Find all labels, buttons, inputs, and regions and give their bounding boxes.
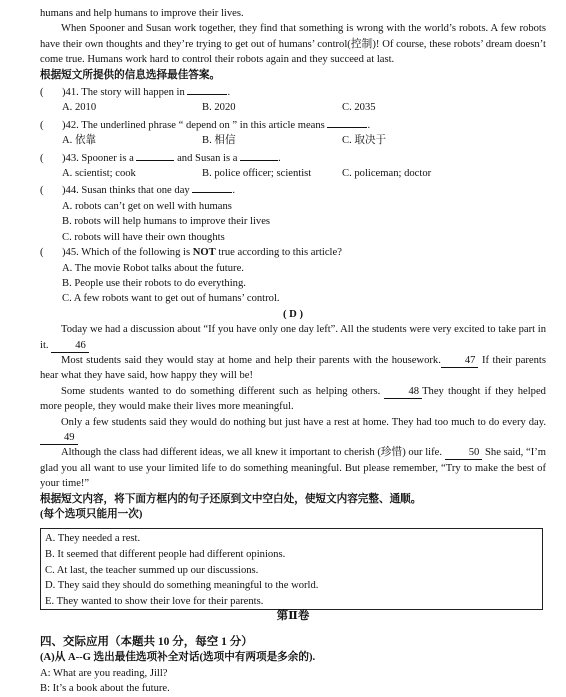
option-b: B. People use their robots to do everything. [62, 277, 246, 289]
answer-paren[interactable]: ( [40, 87, 44, 99]
answer-paren[interactable]: ( [40, 185, 44, 197]
question-text-end: true according to this article? [215, 247, 342, 259]
passage-d-label: ( D ) [282, 308, 303, 320]
answer-blank[interactable] [136, 149, 174, 161]
punct: . [227, 87, 231, 99]
question-text: )41. The story will happen in [62, 87, 185, 99]
section-heading: 四、交际应用（本题共 10 分，每空 1 分） [40, 635, 253, 648]
question-text: )45. Which of the following is [62, 247, 193, 259]
option-b: B. 2020 [202, 102, 236, 114]
option-c: C. A few robots want to get out of humans’ control. [62, 293, 280, 305]
answer-blank[interactable] [327, 116, 367, 128]
question-42 [40, 116, 546, 133]
options-43 [62, 166, 546, 181]
option-a: A. robots can’t get on well with humans [62, 200, 232, 212]
option-b: B. police officer; scientist [202, 168, 312, 180]
punct: . [278, 152, 281, 164]
question-text: )44. Susan thinks that one day [62, 185, 190, 197]
exam-page [40, 6, 546, 697]
answer-paren[interactable]: ( [40, 119, 44, 131]
question-text: )43. Spooner is a [62, 152, 134, 164]
option-b: B. robots will help humans to improve their lives [62, 216, 271, 228]
answer-blank[interactable] [187, 83, 227, 95]
passage-paragraph: When Spooner and Susan work together, they find that something is wrong with the world’s robots. A few robots have their own thoughts and they’re trying to get out of humans’ control(控制)! Of course, these robots’ dream doesn’t come true. Humans work hard to control their robots again and they succeed at last. [40, 23, 546, 66]
box-option-d: D. They said they should do something meaningful to the world. [45, 580, 319, 592]
blank-46[interactable]: 46 [51, 340, 89, 353]
option-c: C. policeman; doctor [342, 168, 432, 180]
option-c: C. 取决于 [342, 135, 387, 147]
option-a: A. 依靠 [62, 135, 97, 147]
passage-line: humans and help humans to improve their lives. [40, 8, 244, 19]
box-option-c: C. At last, the teacher summed up our discussions. [45, 564, 259, 576]
blank-50[interactable]: 50 [445, 447, 483, 460]
option-c: C. robots will have their own thoughts [62, 231, 225, 243]
text: Some students wanted to do something different such as helping others. [61, 385, 381, 397]
option-b: B. 相信 [202, 135, 236, 147]
blank-48[interactable]: 48 [384, 386, 422, 399]
passage-d-p2 [40, 353, 546, 384]
question-45 [40, 245, 546, 260]
option-a: A. scientist; cook [62, 168, 136, 180]
option-a: A. 2010 [62, 102, 97, 114]
options-41 [62, 100, 546, 115]
question-43 [40, 149, 546, 166]
blank-47[interactable]: 47 [441, 355, 479, 368]
box-option-a: A. They needed a rest. [45, 533, 141, 545]
answer-blank[interactable] [240, 149, 278, 161]
passage-d-p5 [40, 445, 546, 491]
text: Today we had a discussion about “If you have only one day left”. All the students were very excited to take part in it. [40, 324, 546, 351]
section-instruction: (A)从 A--G 选出最佳选项补全对话(选项中有两项是多余的). [40, 652, 316, 664]
text: Although the class had different ideas, we all knew it important to cherish (珍惜) our life. [61, 447, 443, 459]
question-text-mid: and Susan is a [177, 152, 238, 164]
passage-d-p4 [40, 415, 546, 446]
instruction: 根据短文所提供的信息选择最佳答案。 [40, 69, 221, 81]
passage-d-p1 [40, 322, 546, 353]
text: If their parents hear what they have said, how happy they will be! [40, 354, 546, 382]
part-title: 第Ⅱ卷 [276, 610, 310, 623]
punct: . [367, 119, 371, 131]
options-42 [62, 133, 546, 148]
option-a: A. The movie Robot talks about the future. [62, 262, 244, 274]
passage-d-p3 [40, 384, 546, 415]
instruction: 根据短文内容，将下面方框内的句子还原到文中空白处，使短文内容完整、通顺。 [40, 493, 422, 505]
question-text: )42. The underlined phrase “ depend on ” in this article means [62, 119, 325, 131]
dialogue-line-b: B: It’s a book about the future. [40, 683, 170, 695]
dialogue-line-a: A: What are you reading, Jill? [40, 667, 168, 679]
answer-blank[interactable] [192, 181, 232, 193]
question-44 [40, 181, 546, 198]
text: They thought if they helped more people, they would make their lives more meaningful. [40, 385, 546, 413]
option-c: C. 2035 [342, 102, 376, 114]
text: Most students said they would stay at home and help their parents with the housework. [61, 354, 441, 366]
blank-49[interactable]: 49 [40, 432, 78, 445]
question-41 [40, 83, 546, 100]
punct: . [232, 185, 236, 197]
answer-paren[interactable]: ( [40, 247, 44, 259]
box-option-e: E. They wanted to show their love for their parents. [45, 595, 264, 607]
options-box [40, 528, 543, 610]
box-option-b: B. It seemed that different people had different opinions. [45, 549, 286, 560]
answer-paren[interactable]: ( [40, 152, 44, 164]
text: Only a few students said they would do nothing but just have a rest at home. They had too much to do every day. [61, 416, 546, 428]
instruction-note: (每个选项只能用一次) [40, 509, 143, 520]
question-emphasis: NOT [192, 247, 216, 259]
text: She said, “I’m glad you all want to use your limited life to do something meaningful. But please remember, “Try to make the best of your time!” [40, 447, 547, 490]
